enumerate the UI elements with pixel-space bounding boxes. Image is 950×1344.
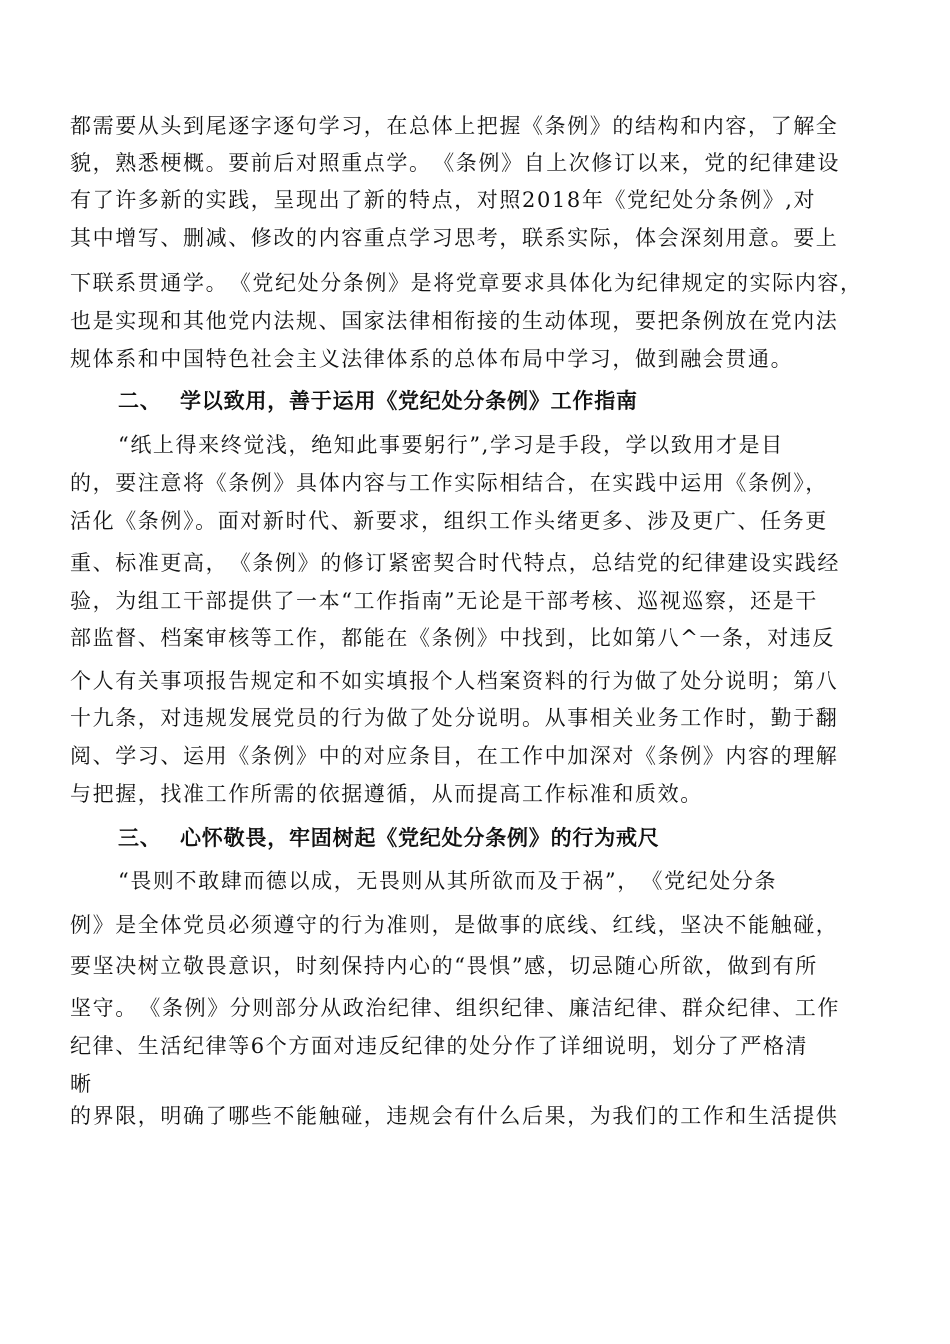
body-line: 坚守。 《条例》分则部分从政治纪律、组织纪律、廉洁纪律、群众纪律、工作 bbox=[70, 996, 840, 1020]
body-line: 纪律、生活纪律等6个方面对违反纪律的处分作了详细说明，划分了严格清 bbox=[70, 1034, 809, 1058]
body-line: 部监督、档案审核等工作，都能在《条例》中找到，比如第八^一条，对违反 bbox=[70, 626, 835, 650]
body-line: 活化《条例》。面对新时代、新要求，组织工作头绪更多、涉及更广、任务更 bbox=[70, 509, 828, 533]
section-number: 二、 bbox=[118, 389, 162, 413]
body-line: 与把握，找准工作所需的依据遵循，从而提高工作标准和质效。 bbox=[70, 782, 703, 806]
body-line: 也是实现和其他党内法规、国家法律相衔接的生动体现，要把条例放在党内法 bbox=[70, 309, 839, 333]
section-title: 学以致用，善于运用《党纪处分条例》工作指南 bbox=[180, 389, 638, 413]
body-line: 规体系和中国特色社会主义法律体系的总体布局中学习，做到融会贯通。 bbox=[70, 347, 794, 371]
body-line: 重、标准更高， 《条例》的修订紧密契合时代特点，总结党的纪律建设实践经 bbox=[70, 551, 840, 575]
body-line: 都需要从头到尾逐字逐句学习，在总体上把握《条例》的结构和内容，了解全 bbox=[70, 114, 839, 138]
section-heading-2 bbox=[118, 386, 638, 416]
body-line: “畏则不敢肆而德以成，无畏则从其所欲而及于祸”， 《党纪处分条 bbox=[118, 869, 778, 893]
section-title: 心怀敬畏，牢固树起《党纪处分条例》的行为戒尺 bbox=[180, 826, 660, 850]
body-line: 有了许多新的实践，呈现出了新的特点，对照2018年《党纪处分条例》,对 bbox=[70, 188, 817, 212]
body-line: 要坚决树立敬畏意识，时刻保持内心的“畏惧”感，切忌随心所欲，做到有所 bbox=[70, 954, 818, 978]
body-line: 验，为组工干部提供了一本“工作指南”无论是干部考核、巡视巡察，还是干 bbox=[70, 589, 818, 613]
body-line: 下联系贯通学。 《党纪处分条例》是将党章要求具体化为纪律规定的实际内容， bbox=[70, 271, 863, 295]
body-line: 的界限，明确了哪些不能触碰，违规会有什么后果，为我们的工作和生活提供 bbox=[70, 1104, 839, 1128]
body-line: 晰 bbox=[70, 1072, 93, 1096]
body-line: 十九条，对违规发展党员的行为做了处分说明。从事相关业务工作时，勤于翻 bbox=[70, 706, 839, 730]
body-line: 阅、学习、运用《条例》中的对应条目，在工作中加深对《条例》内容的理解 bbox=[70, 744, 839, 768]
body-line: 其中增写、删减、修改的内容重点学习思考，联系实际，体会深刻用意。要上 bbox=[70, 226, 839, 250]
body-line: “纸上得来终觉浅，绝知此事要躬行”,学习是手段，学以致用才是目 bbox=[118, 433, 784, 457]
body-line: 例》是全体党员必须遵守的行为准则，是做事的底线、红线，坚决不能触碰， bbox=[70, 913, 839, 937]
section-heading-3 bbox=[118, 823, 660, 853]
body-line: 貌，熟悉梗概。要前后对照重点学。 《条例》自上次修订以来，党的纪律建设 bbox=[70, 151, 840, 175]
section-number: 三、 bbox=[118, 826, 162, 850]
body-line: 个人有关事项报告规定和不如实填报个人档案资料的行为做了处分说明；第八 bbox=[70, 669, 839, 693]
body-line: 的，要注意将《条例》具体内容与工作实际相结合，在实践中运用《条例》， bbox=[70, 471, 828, 495]
